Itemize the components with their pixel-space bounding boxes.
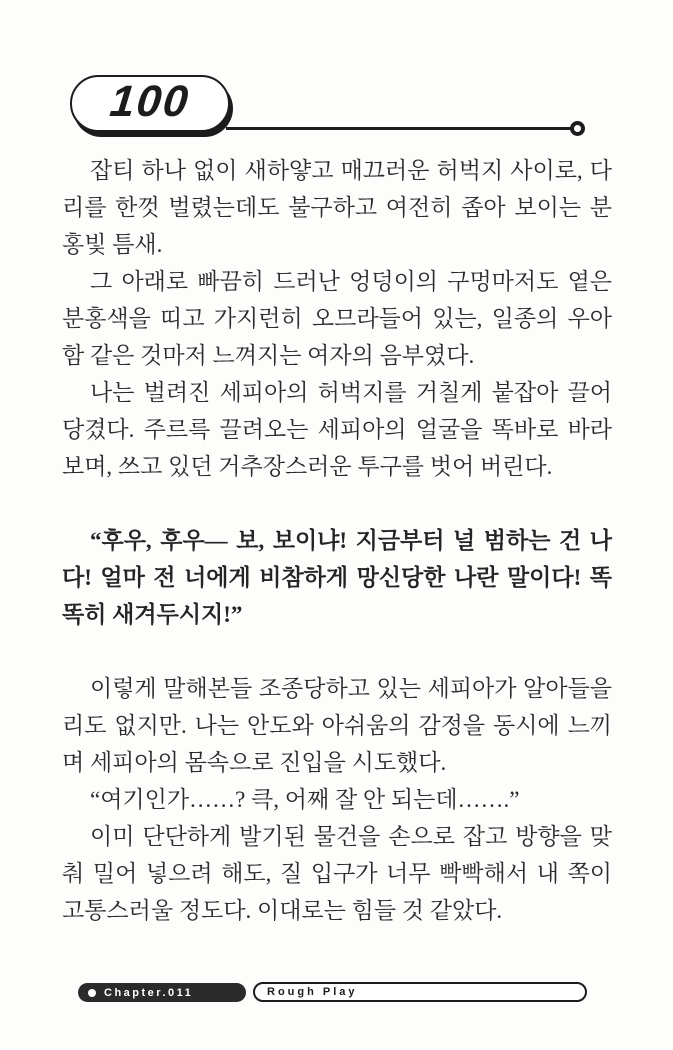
dialogue-paragraph: “후우, 후우— 보, 보이냐! 지금부터 널 범하는 건 나다! 얼마 전 너에게 비참하게 망신당한 나란 말이다! 똑똑히 새겨두시지!” <box>62 528 612 627</box>
paragraph: 이미 단단하게 발기된 물건을 손으로 잡고 방향을 맞춰 밀어 넣으려 해도, 질 입구가 너무 빡빡해서 내 쪽이 고통스러울 정도다. 이대로는 힘들 것 같았다. <box>62 824 612 923</box>
paragraph: 잡티 하나 없이 새하얗고 매끄러운 허벅지 사이로, 다리를 한껏 벌렸는데도 불구하고 여전히 좁아 보이는 분홍빛 틈새. <box>62 158 612 257</box>
chapter-label: Chapter.011 <box>104 986 194 999</box>
chapter-title-label: Rough Play <box>267 986 358 998</box>
chapter-badge <box>78 983 246 1002</box>
dialogue-paragraph: “여기인가……? 큭, 어째 잘 안 되는데…….” <box>90 787 520 812</box>
paragraph: 이렇게 말해본들 조종당하고 있는 세피아가 알아들을 리도 없지만. 나는 안도와 아쉬움의 감정을 동시에 느끼며 세피아의 몸속으로 진입을 시도했다. <box>62 676 612 775</box>
page-number-badge <box>70 75 230 132</box>
chapter-title-badge <box>253 982 587 1002</box>
header-rule <box>226 127 572 130</box>
paragraph: 그 아래로 빠끔히 드러난 엉덩이의 구멍마저도 옅은 분홍색을 띠고 가지런히 오므라들어 있는, 일종의 우아함 같은 것마저 느껴지는 여자의 음부였다. <box>62 269 612 368</box>
paragraph: 나는 벌려진 세피아의 허벅지를 거칠게 붙잡아 끌어당겼다. 주르륵 끌려오는 세피아의 얼굴을 똑바로 바라보며, 쓰고 있던 거추장스러운 투구를 벗어 버린다. <box>62 380 612 479</box>
rule-end-ring-icon <box>570 121 585 136</box>
body-text <box>62 152 612 929</box>
chapter-bullet-icon <box>88 989 96 997</box>
page-number: 100 <box>107 76 193 126</box>
